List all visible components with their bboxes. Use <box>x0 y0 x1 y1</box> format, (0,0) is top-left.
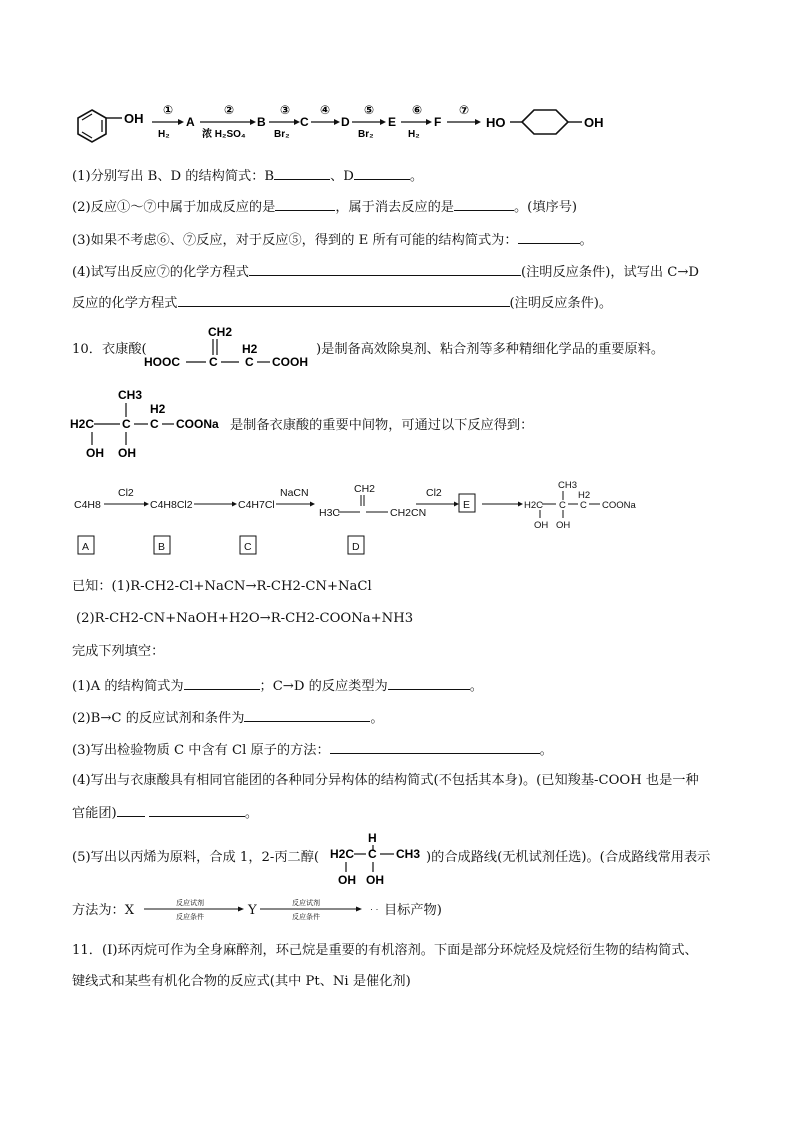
product-c: C <box>300 115 309 129</box>
step-1-cond: H₂ <box>158 129 170 140</box>
route-c4h8: C4H8 <box>74 499 101 511</box>
box-b: B <box>158 541 166 553</box>
phenol-oh: OH <box>124 111 144 126</box>
answer-blank-eq7[interactable] <box>249 262 521 276</box>
step-6-num: ⑥ <box>412 103 423 117</box>
svg-text:H2C: H2C <box>524 500 544 511</box>
svg-text:CH2: CH2 <box>354 483 376 495</box>
svg-text:CH3: CH3 <box>396 847 421 861</box>
reaction-scheme-1 <box>70 100 630 150</box>
q10-part1: (1)A 的结构简式为 ；C→D 的反应类型为 。 <box>72 676 483 696</box>
step-3-cond: Br₂ <box>274 129 290 140</box>
svg-text:反应条件: 反应条件 <box>176 914 204 921</box>
answer-blank-eq-cd[interactable] <box>178 293 510 307</box>
intermediate-description: 是制备衣康酸的重要中间物，可通过以下反应得到： <box>230 418 534 433</box>
answer-blank-elimination[interactable] <box>454 197 514 211</box>
q10-intro-left: 10．衣康酸( <box>72 342 147 357</box>
svg-text:H2: H2 <box>150 402 166 416</box>
svg-text:CH3: CH3 <box>558 480 578 491</box>
svg-text:C: C <box>368 847 377 861</box>
step-6-cond: H₂ <box>408 129 420 140</box>
step-3-num: ③ <box>280 103 291 117</box>
product-e: E <box>388 115 397 129</box>
svg-text:H2C: H2C <box>330 847 355 861</box>
route-c4h7cl: C4H7Cl <box>238 499 275 511</box>
q10-part3: (3)写出检验物质 C 中含有 Cl 原子的方法： 。 <box>72 740 553 760</box>
product-a: A <box>186 115 195 129</box>
svg-text:反应试剂: 反应试剂 <box>292 900 320 907</box>
answer-blank-d[interactable] <box>354 166 410 180</box>
q10-part5-right: )的合成路线(无机试剂任选)。(合成路线常用表示 <box>426 850 711 865</box>
svg-text:H3C: H3C <box>319 507 341 519</box>
svg-text:· ·: · · <box>370 904 379 914</box>
step-2-num: ② <box>224 103 235 117</box>
q9-part4: (4)试写出反应⑦的化学方程式 (注明反应条件)，试写出 C→D <box>72 262 699 282</box>
box-a: A <box>82 541 90 553</box>
answer-blank-cd-type[interactable] <box>388 676 470 690</box>
route-c4h8cl2: C4H8Cl2 <box>150 499 193 511</box>
svg-text:Cl2: Cl2 <box>426 487 442 499</box>
q11-line1: 11．(Ⅰ)环丙烷可作为全身麻醉剂，环己烷是重要的有机溶剂。下面是部分环烷烃及烷烃衍生物的结构简式、 <box>72 943 698 958</box>
answer-blank-isomers-1[interactable] <box>117 803 145 817</box>
svg-text:COOH: COOH <box>272 355 308 369</box>
step-4-num: ④ <box>320 103 331 117</box>
svg-text:CH3: CH3 <box>118 388 143 402</box>
svg-text:OH: OH <box>366 873 384 887</box>
phenol-structure <box>78 110 144 142</box>
step-1-num: ① <box>163 103 174 117</box>
step-5-num: ⑤ <box>364 103 375 117</box>
svg-text:反应条件: 反应条件 <box>292 914 320 921</box>
diol-right-oh: OH <box>584 115 604 130</box>
svg-text:HOOC: HOOC <box>144 355 180 369</box>
svg-text:OH: OH <box>556 520 571 531</box>
svg-text:C: C <box>209 355 218 369</box>
intermediate-structure <box>70 385 230 463</box>
svg-text:H2: H2 <box>578 490 591 501</box>
diol-left-ho: HO <box>486 115 506 130</box>
svg-text:C: C <box>559 500 566 511</box>
known-1: 已知：(1)R-CH2-Cl+NaCN→R-CH2-CN+NaCl <box>72 579 372 594</box>
method-end: 目标产物) <box>384 903 442 918</box>
answer-blank-a-structure[interactable] <box>184 676 260 690</box>
label-boxes <box>78 536 364 554</box>
q10-part4: (4)写出与衣康酸具有相同官能团的各种同分异构体的结构简式(不包括其本身)。(已知羧基-COOH 也是一种 <box>72 773 699 788</box>
answer-blank-b[interactable] <box>274 166 330 180</box>
q10-part2: (2)B→C 的反应试剂和条件为 。 <box>72 708 384 728</box>
product-f: F <box>434 115 442 129</box>
q9-part1: (1)分别写出 B、D 的结构简式：B 、D 。 <box>72 166 423 186</box>
itaconic-acid-structure <box>144 322 316 372</box>
step-7-num: ⑦ <box>459 103 470 117</box>
svg-text:COONa: COONa <box>176 417 219 431</box>
method-arrows <box>142 896 402 924</box>
cyclohexanediol-structure <box>486 110 604 134</box>
box-c: C <box>244 541 252 553</box>
svg-text:NaCN: NaCN <box>280 487 309 499</box>
answer-blank-e-structures[interactable] <box>518 230 580 244</box>
product-b: B <box>257 115 266 129</box>
svg-text:C: C <box>122 417 131 431</box>
svg-text:C: C <box>150 417 159 431</box>
method-y: Y <box>248 903 257 918</box>
method-line: 方法为：X <box>72 903 135 918</box>
q9-part4-cont: 反应的化学方程式 (注明反应条件)。 <box>72 293 612 313</box>
step-5-cond: Br₂ <box>358 129 374 140</box>
svg-text:CH2: CH2 <box>208 325 233 339</box>
svg-text:OH: OH <box>86 446 104 460</box>
q10-intro-right: )是制备高效除臭剂、粘合剂等多种精细化学品的重要原料。 <box>316 342 665 357</box>
box-d: D <box>352 541 360 553</box>
answer-blank-cl-test[interactable] <box>330 740 540 754</box>
q9-part3: (3)如果不考虑⑥、⑦反应，对于反应⑤，得到的 E 所有可能的结构简式为： 。 <box>72 230 593 250</box>
propanediol-structure <box>330 828 428 888</box>
answer-blank-bc-conditions[interactable] <box>244 708 370 722</box>
q9-part2: (2)反应①～⑦中属于加成反应的是 ，属于消去反应的是 。(填序号) <box>72 197 577 217</box>
q10-part4-cont: 官能团) 。 <box>72 803 258 823</box>
svg-text:C: C <box>580 500 587 511</box>
svg-text:反应试剂: 反应试剂 <box>176 900 204 907</box>
route-box-e: E <box>463 499 471 511</box>
svg-text:COONa: COONa <box>602 500 636 511</box>
fill-prompt: 完成下列填空： <box>72 644 165 659</box>
svg-text:C: C <box>245 355 254 369</box>
q11-line2: 键线式和某些有机化合物的反应式(其中 Pt、Ni 是催化剂) <box>72 974 411 989</box>
svg-text:CH2CN: CH2CN <box>390 507 427 519</box>
svg-text:OH: OH <box>118 446 136 460</box>
svg-text:Cl2: Cl2 <box>118 487 134 499</box>
synthesis-route <box>70 478 650 558</box>
svg-text:H2C: H2C <box>70 417 95 431</box>
svg-text:H: H <box>368 831 377 845</box>
answer-blank-isomers-2[interactable] <box>149 803 245 817</box>
answer-blank-addition[interactable] <box>275 197 335 211</box>
q10-part5-left: (5)写出以丙烯为原料，合成 1，2-丙二醇( <box>72 850 320 865</box>
known-2: (2)R-CH2-CN+NaOH+H2O→R-CH2-COONa+NH3 <box>76 611 414 626</box>
product-d: D <box>341 115 350 129</box>
svg-text:OH: OH <box>534 520 549 531</box>
svg-text:OH: OH <box>338 873 356 887</box>
svg-text:H2: H2 <box>242 342 258 356</box>
step-2-cond: 浓 H₂SO₄ <box>202 129 246 140</box>
